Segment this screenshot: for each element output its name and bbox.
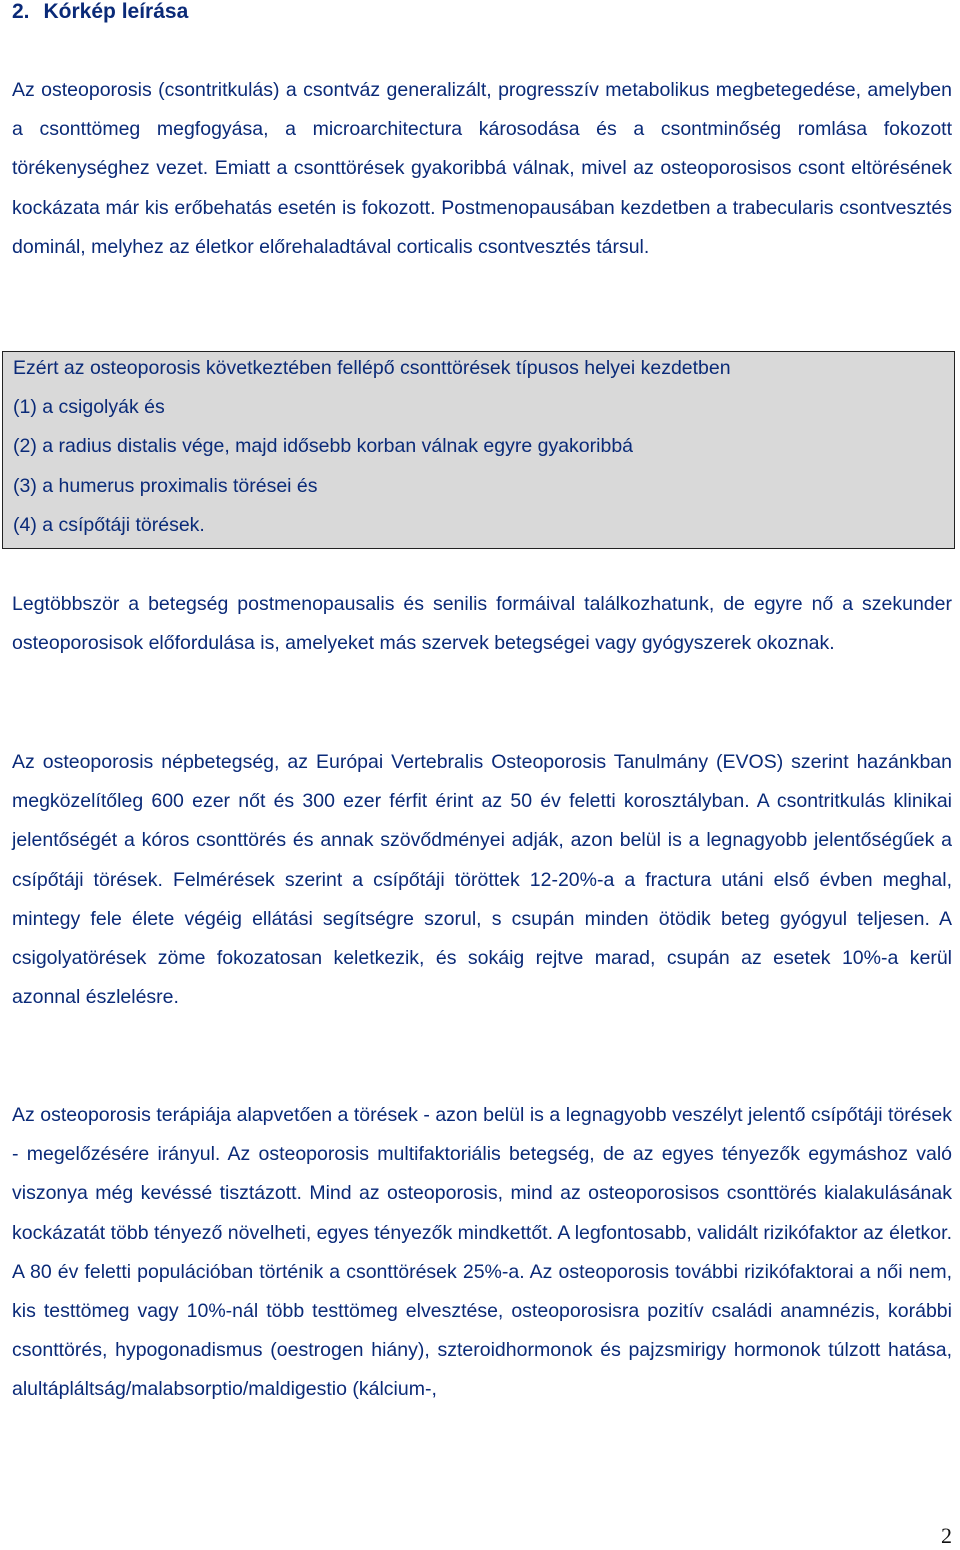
box-item-3: (3) a humerus proximalis törései és [13,474,318,497]
section-heading [12,0,202,26]
box-item-2: (2) a radius distalis vége, majd idősebb korban válnak egyre gyakoribbá [13,435,634,458]
paragraph-therapy: Az osteoporosis terápiája alapvetően a törések - azon belül is a legnagyobb veszélyt jelentő csípőtáji törések - megelőzésére irányul. Az osteoporosis multifaktoriális betegség, de az egyes tényezők egymáshoz való viszonya még kevéssé tisztázott. Mind az osteoporosis, mind az osteoporosisos csonttörés kialakulásának kockázatát több tényező növelheti, egyes tényezők mindkettőt. A legfontosabb, validált rizikófaktor az életkor. A 80 év feletti populációban történik a csonttörések 25%-a. Az osteoporosis további rizikófaktorai a női nem, kis testtömeg vagy 10%-nál több testtömeg elvesztése, osteoporosisra pozitív családi anamnézis, korábbi csonttörés, hypogonadismus (oestrogen hiány), szteroidhormonok és pajzsmirigy hormonok túlzott hatása, alultápláltság/malabsorptio/maldigestio (kálcium-, [12,1104,952,1401]
paragraph-epidemiology: Az osteoporosis népbetegség, az Európai Vertebralis Osteoporosis Tanulmány (EVOS) szerint hazánkban megközelítőleg 600 ezer nőt és 300 ezer férfit érint az 50 év feletti korosztályban. A csontritkulás klinikai jelentőségét a kóros csonttörés és annak szövődményei adják, azon belül is a legnagyobb jelentőségűek a csípőtáji törések. Felmérések szerint a csípőtáji töröttek 12-20%-a a fractura utáni első évben meghal, mintegy fele élete végéig ellátási segítségre szorul, s csupán minden ötödik beteg gyógyul teljesen. A csigolyatörések zöme fokozatosan keletkezik, és sokáig rejtve marad, csupán az esetek 10%-a kerül azonnal észlelésre. [12,751,952,1009]
section-title: Kórkép leírása [43,0,189,23]
section-number: 2. [12,0,30,23]
paragraph-forms: Legtöbbször a betegség postmenopausalis és senilis formáival találkozhatunk, de egyre nő a szekunder osteoporosisok előfordulása is, amelyeket más szervek betegségei vagy gyógyszerek okoznak. [12,593,952,655]
box-item-4: (4) a csípőtáji törések. [13,513,205,536]
box-item-1: (1) a csigolyák és [13,396,165,419]
box-intro: Ezért az osteoporosis következtében fellépő csonttörések típusos helyei kezdetben [13,357,731,379]
fracture-sites-box [2,351,955,549]
page-number: 2 [941,1523,952,1548]
paragraph-definition: Az osteoporosis (csontritkulás) a csontváz generalizált, progresszív metabolikus megbetegedése, amelyben a csonttömeg megfogyása, a microarchitectura károsodása és a csontminőség romlása fokozott törékenységhez vezet. Emiatt a csonttörések gyakoribbá válnak, mivel az osteoporosisos csont eltörésének kockázata már kis erőbehatás esetén is fokozott. Postmenopausában kezdetben a trabecularis csontvesztés dominál, melyhez az életkor előrehaladtával corticalis csontvesztés társul. [12,79,952,258]
